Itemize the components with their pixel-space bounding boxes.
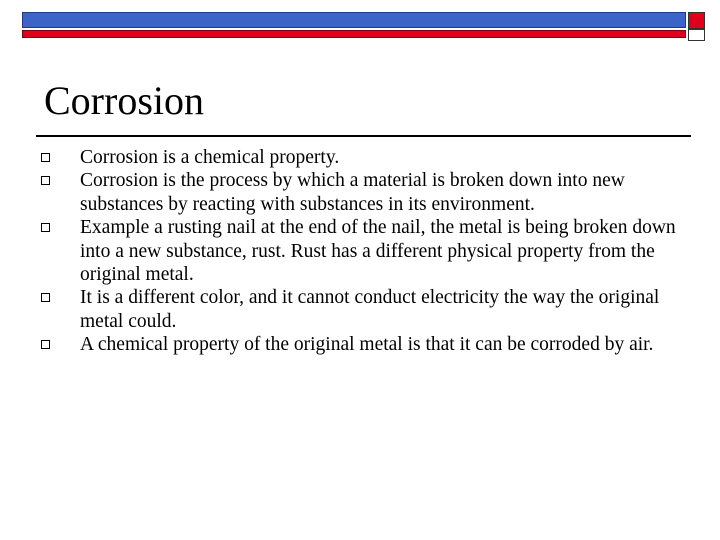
bullet-text: Corrosion is the process by which a material is broken down into new substances by reacting with substances in its environment. <box>80 170 625 215</box>
header-red-square <box>688 12 705 29</box>
hollow-square-bullet-icon <box>41 293 50 302</box>
hollow-square-bullet-icon <box>41 153 50 162</box>
bullet-text: Example a rusting nail at the end of the nail, the metal is being broken down into a new substance, rust. Rust has a different physical property from the original metal. <box>80 217 676 286</box>
bullet-item <box>40 146 690 169</box>
header-red-bar <box>22 30 686 38</box>
bullet-item <box>40 286 690 333</box>
bullet-item <box>40 216 690 286</box>
bullet-list <box>40 146 690 357</box>
bullet-item <box>40 169 690 216</box>
hollow-square-bullet-icon <box>41 176 50 185</box>
bullet-text: A chemical property of the original metal is that it can be corroded by air. <box>80 334 654 356</box>
bullet-text: Corrosion is a chemical property. <box>80 147 340 168</box>
bullet-text: It is a different color, and it cannot conduct electricity the way the original metal could. <box>80 287 660 332</box>
hollow-square-bullet-icon <box>41 340 50 349</box>
bullet-item <box>40 333 690 356</box>
slide-title: Corrosion <box>44 78 204 123</box>
title-underline <box>36 135 691 137</box>
header-outline-square <box>688 29 705 41</box>
hollow-square-bullet-icon <box>41 223 50 232</box>
header-blue-bar <box>22 12 686 28</box>
